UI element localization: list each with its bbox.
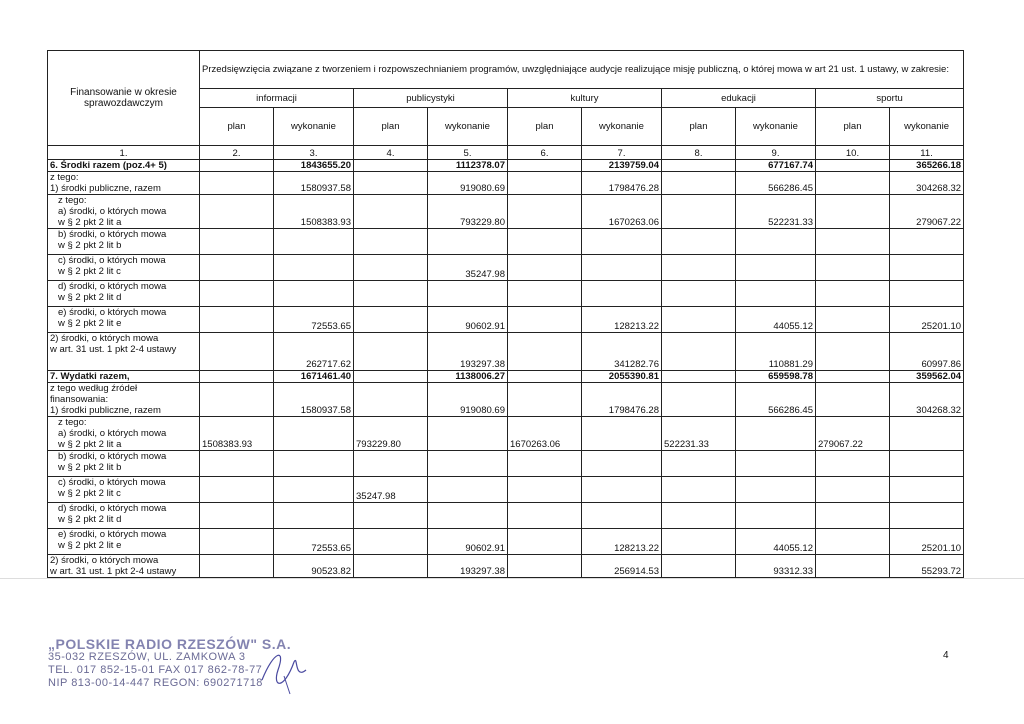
column-number: 8. xyxy=(662,146,736,160)
table-cell xyxy=(354,383,428,417)
table-cell xyxy=(200,555,274,578)
table-cell xyxy=(200,529,274,555)
table-cell: 1671461.40 xyxy=(274,371,354,383)
table-cell xyxy=(890,281,964,307)
table-cell: 359562.04 xyxy=(890,371,964,383)
table-cell xyxy=(274,281,354,307)
row-label: d) środki, o których mowa w § 2 pkt 2 lit d xyxy=(48,503,200,529)
table-cell: 93312.33 xyxy=(736,555,816,578)
table-cell xyxy=(736,255,816,281)
table-cell: 1508383.93 xyxy=(200,417,274,451)
table-cell xyxy=(354,371,428,383)
table-cell: 128213.22 xyxy=(582,529,662,555)
table-cell xyxy=(428,477,508,503)
table-cell: 128213.22 xyxy=(582,307,662,333)
table-cell xyxy=(508,383,582,417)
table-cell xyxy=(200,477,274,503)
column-number: 1. xyxy=(48,146,200,160)
table-cell xyxy=(200,371,274,383)
table-cell xyxy=(200,451,274,477)
table-cell xyxy=(200,160,274,172)
table-cell: 341282.76 xyxy=(582,333,662,371)
table-cell xyxy=(816,229,890,255)
table-cell: 55293.72 xyxy=(890,555,964,578)
table-cell: 256914.53 xyxy=(582,555,662,578)
table-cell xyxy=(582,255,662,281)
table-cell xyxy=(428,281,508,307)
row-label: c) środki, o których mowa w § 2 pkt 2 lit c xyxy=(48,255,200,281)
row-label: z tego: a) środki, o których mowa w § 2 pkt 2 lit a xyxy=(48,195,200,229)
table-cell xyxy=(428,451,508,477)
row-label: d) środki, o których mowa w § 2 pkt 2 lit d xyxy=(48,281,200,307)
table-cell: 44055.12 xyxy=(736,529,816,555)
header-plan: plan xyxy=(662,108,736,146)
table-cell xyxy=(736,451,816,477)
table-cell: 304268.32 xyxy=(890,383,964,417)
table-cell: 793229.80 xyxy=(428,195,508,229)
table-cell xyxy=(200,333,274,371)
table-cell: 60997.86 xyxy=(890,333,964,371)
table-cell xyxy=(274,477,354,503)
stamp-line-4: NIP 813-00-14-447 REGON: 690271718 xyxy=(48,677,263,689)
table-row xyxy=(48,229,964,255)
table-cell xyxy=(816,555,890,578)
table-cell xyxy=(200,307,274,333)
table-cell xyxy=(890,417,964,451)
table-cell: 522231.33 xyxy=(736,195,816,229)
row-label: e) środki, o których mowa w § 2 pkt 2 lit e xyxy=(48,529,200,555)
column-number: 10. xyxy=(816,146,890,160)
table-cell xyxy=(582,417,662,451)
table-cell xyxy=(508,529,582,555)
table-cell xyxy=(354,529,428,555)
table-cell xyxy=(200,229,274,255)
table-cell xyxy=(662,333,736,371)
table-cell xyxy=(890,451,964,477)
table-cell xyxy=(816,371,890,383)
stamp-line-3: TEL. 017 852-15-01 FAX 017 862-78-77 xyxy=(48,664,263,676)
table-cell xyxy=(816,477,890,503)
table-cell xyxy=(816,160,890,172)
table-cell xyxy=(508,555,582,578)
table-cell xyxy=(662,172,736,195)
table-cell xyxy=(816,333,890,371)
table-cell xyxy=(662,255,736,281)
header-wykonanie: wykonanie xyxy=(736,108,816,146)
header-wykonanie: wykonanie xyxy=(274,108,354,146)
table-cell: 919080.69 xyxy=(428,383,508,417)
table-cell xyxy=(508,255,582,281)
table-row xyxy=(48,451,964,477)
table-cell xyxy=(200,195,274,229)
table-cell xyxy=(508,195,582,229)
table-row xyxy=(48,281,964,307)
table-cell xyxy=(354,451,428,477)
table-cell: 566286.45 xyxy=(736,172,816,195)
table-cell xyxy=(274,503,354,529)
header-wykonanie: wykonanie xyxy=(890,108,964,146)
table-cell xyxy=(274,229,354,255)
column-number: 4. xyxy=(354,146,428,160)
table-cell: 90602.91 xyxy=(428,307,508,333)
header-group-4: sportu xyxy=(816,89,964,108)
table-row xyxy=(48,555,964,578)
page-number: 4 xyxy=(943,650,949,661)
table-body xyxy=(48,51,964,578)
table-cell xyxy=(816,383,890,417)
row-label: 6. Środki razem (poz.4+ 5) xyxy=(48,160,200,172)
table-cell xyxy=(662,307,736,333)
table-cell: 44055.12 xyxy=(736,307,816,333)
company-stamp xyxy=(48,636,292,718)
column-number: 9. xyxy=(736,146,816,160)
table-row xyxy=(48,529,964,555)
table-cell: 659598.78 xyxy=(736,371,816,383)
table-cell xyxy=(354,333,428,371)
table-cell xyxy=(736,281,816,307)
table-cell: 35247.98 xyxy=(354,477,428,503)
table-cell xyxy=(200,281,274,307)
table-cell: 72553.65 xyxy=(274,307,354,333)
table-cell: 1670263.06 xyxy=(582,195,662,229)
table-row xyxy=(48,417,964,451)
table-cell xyxy=(508,229,582,255)
table-cell xyxy=(200,255,274,281)
table-cell xyxy=(200,383,274,417)
header-numbers-row xyxy=(48,146,964,160)
table-cell: 793229.80 xyxy=(354,417,428,451)
table-cell: 1798476.28 xyxy=(582,383,662,417)
table-cell xyxy=(662,160,736,172)
table-cell: 279067.22 xyxy=(890,195,964,229)
table-cell xyxy=(662,555,736,578)
table-cell: 25201.10 xyxy=(890,529,964,555)
column-number: 3. xyxy=(274,146,354,160)
table-cell xyxy=(736,477,816,503)
table-cell: 25201.10 xyxy=(890,307,964,333)
table-row xyxy=(48,172,964,195)
table-row xyxy=(48,477,964,503)
table-cell xyxy=(508,281,582,307)
table-cell xyxy=(274,417,354,451)
column-number: 11. xyxy=(890,146,964,160)
table-cell xyxy=(736,417,816,451)
table-cell xyxy=(354,555,428,578)
header-wykonanie: wykonanie xyxy=(428,108,508,146)
table-cell xyxy=(200,172,274,195)
table-cell: 1798476.28 xyxy=(582,172,662,195)
table-cell: 1580937.58 xyxy=(274,383,354,417)
table-cell xyxy=(428,417,508,451)
row-label: 2) środki, o których mowa w art. 31 ust. 1 pkt 2-4 ustawy xyxy=(48,333,200,371)
table-cell xyxy=(508,503,582,529)
table-cell xyxy=(890,477,964,503)
row-label: e) środki, o których mowa w § 2 pkt 2 lit e xyxy=(48,307,200,333)
table-cell xyxy=(890,503,964,529)
table-cell xyxy=(582,451,662,477)
table-cell: 677167.74 xyxy=(736,160,816,172)
table-cell: 279067.22 xyxy=(816,417,890,451)
table-cell: 1843655.20 xyxy=(274,160,354,172)
table-cell xyxy=(428,503,508,529)
table-cell xyxy=(736,503,816,529)
column-number: 6. xyxy=(508,146,582,160)
table-cell xyxy=(274,451,354,477)
table-cell: 90602.91 xyxy=(428,529,508,555)
table-row xyxy=(48,383,964,417)
table-cell xyxy=(890,229,964,255)
table-cell xyxy=(200,503,274,529)
table-cell: 522231.33 xyxy=(662,417,736,451)
table-cell xyxy=(662,195,736,229)
table-row xyxy=(48,195,964,229)
table-row xyxy=(48,333,964,371)
table-cell xyxy=(816,451,890,477)
table-cell xyxy=(354,195,428,229)
header-wykonanie: wykonanie xyxy=(582,108,662,146)
table-cell xyxy=(508,477,582,503)
table-cell xyxy=(582,229,662,255)
table-cell: 262717.62 xyxy=(274,333,354,371)
table-cell xyxy=(816,307,890,333)
table-cell: 193297.38 xyxy=(428,333,508,371)
table-cell: 1112378.07 xyxy=(428,160,508,172)
row-label: z tego według źródeł finansowania: 1) środki publiczne, razem xyxy=(48,383,200,417)
table-cell xyxy=(816,172,890,195)
table-cell xyxy=(662,503,736,529)
table-cell xyxy=(816,281,890,307)
table-row xyxy=(48,371,964,383)
column-number: 5. xyxy=(428,146,508,160)
table-cell xyxy=(508,160,582,172)
table-cell xyxy=(354,229,428,255)
table-row xyxy=(48,160,964,172)
table-cell xyxy=(354,281,428,307)
table-cell xyxy=(354,160,428,172)
table-cell xyxy=(662,529,736,555)
table-cell xyxy=(582,503,662,529)
table-cell xyxy=(508,333,582,371)
table-cell xyxy=(508,371,582,383)
table-cell xyxy=(816,529,890,555)
table-cell xyxy=(582,281,662,307)
row-label: z tego: 1) środki publiczne, razem xyxy=(48,172,200,195)
table-cell: 110881.29 xyxy=(736,333,816,371)
table-cell xyxy=(736,229,816,255)
table-cell: 1138006.27 xyxy=(428,371,508,383)
table-cell xyxy=(508,307,582,333)
header-group-2: kultury xyxy=(508,89,662,108)
table-cell xyxy=(274,255,354,281)
table-cell xyxy=(508,172,582,195)
header-group-1: publicystyki xyxy=(354,89,508,108)
table-cell: 90523.82 xyxy=(274,555,354,578)
row-label: 2) środki, o których mowa w art. 31 ust. 1 pkt 2-4 ustawy xyxy=(48,555,200,578)
table-cell: 72553.65 xyxy=(274,529,354,555)
header-group-3: edukacji xyxy=(662,89,816,108)
table-cell: 919080.69 xyxy=(428,172,508,195)
row-label: b) środki, o których mowa w § 2 pkt 2 lit b xyxy=(48,451,200,477)
table-row xyxy=(48,307,964,333)
table-cell xyxy=(890,255,964,281)
row-label: b) środki, o których mowa w § 2 pkt 2 lit b xyxy=(48,229,200,255)
header-plan: plan xyxy=(354,108,428,146)
table-cell xyxy=(662,281,736,307)
table-cell xyxy=(662,477,736,503)
table-cell: 35247.98 xyxy=(428,255,508,281)
header-plan: plan xyxy=(508,108,582,146)
table-cell xyxy=(428,229,508,255)
header-plan: plan xyxy=(816,108,890,146)
scan-artifact-line xyxy=(0,578,1024,579)
table-cell xyxy=(354,255,428,281)
table-cell xyxy=(354,307,428,333)
table-cell xyxy=(662,229,736,255)
header-span-title: Przedsięwzięcia związane z tworzeniem i rozpowszechnianiem programów, uwzględniające audycje realizujące misję publiczną, o której mowa w art 21 ust. 1 ustawy, w zakresie: xyxy=(200,51,964,89)
table-cell: 304268.32 xyxy=(890,172,964,195)
table-cell: 1580937.58 xyxy=(274,172,354,195)
row-label: z tego: a) środki, o których mowa w § 2 pkt 2 lit a xyxy=(48,417,200,451)
table-cell: 1508383.93 xyxy=(274,195,354,229)
row-label: c) środki, o których mowa w § 2 pkt 2 lit c xyxy=(48,477,200,503)
stamp-line-1: „POLSKIE RADIO RZESZÓW" S.A. xyxy=(48,636,292,652)
table-cell xyxy=(816,195,890,229)
table-cell: 2139759.04 xyxy=(582,160,662,172)
header-financing-period: Finansowanie w okresie sprawozdawczym xyxy=(48,51,200,146)
table-cell xyxy=(508,451,582,477)
table-cell xyxy=(816,255,890,281)
table-cell xyxy=(816,503,890,529)
stamp-line-2: 35-032 RZESZÓW, UL. ZAMKOWA 3 xyxy=(48,651,246,663)
header-group-0: informacji xyxy=(200,89,354,108)
header-plan: plan xyxy=(200,108,274,146)
table-cell: 2055390.81 xyxy=(582,371,662,383)
table-cell: 365266.18 xyxy=(890,160,964,172)
table-cell xyxy=(582,477,662,503)
financing-table xyxy=(47,50,964,578)
table-cell: 566286.45 xyxy=(736,383,816,417)
handwritten-signature xyxy=(254,640,314,700)
table-cell: 1670263.06 xyxy=(508,417,582,451)
table-cell xyxy=(354,172,428,195)
table-row xyxy=(48,503,964,529)
column-number: 7. xyxy=(582,146,662,160)
table-cell xyxy=(354,503,428,529)
column-number: 2. xyxy=(200,146,274,160)
table-row xyxy=(48,255,964,281)
row-label: 7. Wydatki razem, xyxy=(48,371,200,383)
table-cell xyxy=(662,371,736,383)
table-cell xyxy=(662,451,736,477)
table-cell: 193297.38 xyxy=(428,555,508,578)
table-cell xyxy=(662,383,736,417)
